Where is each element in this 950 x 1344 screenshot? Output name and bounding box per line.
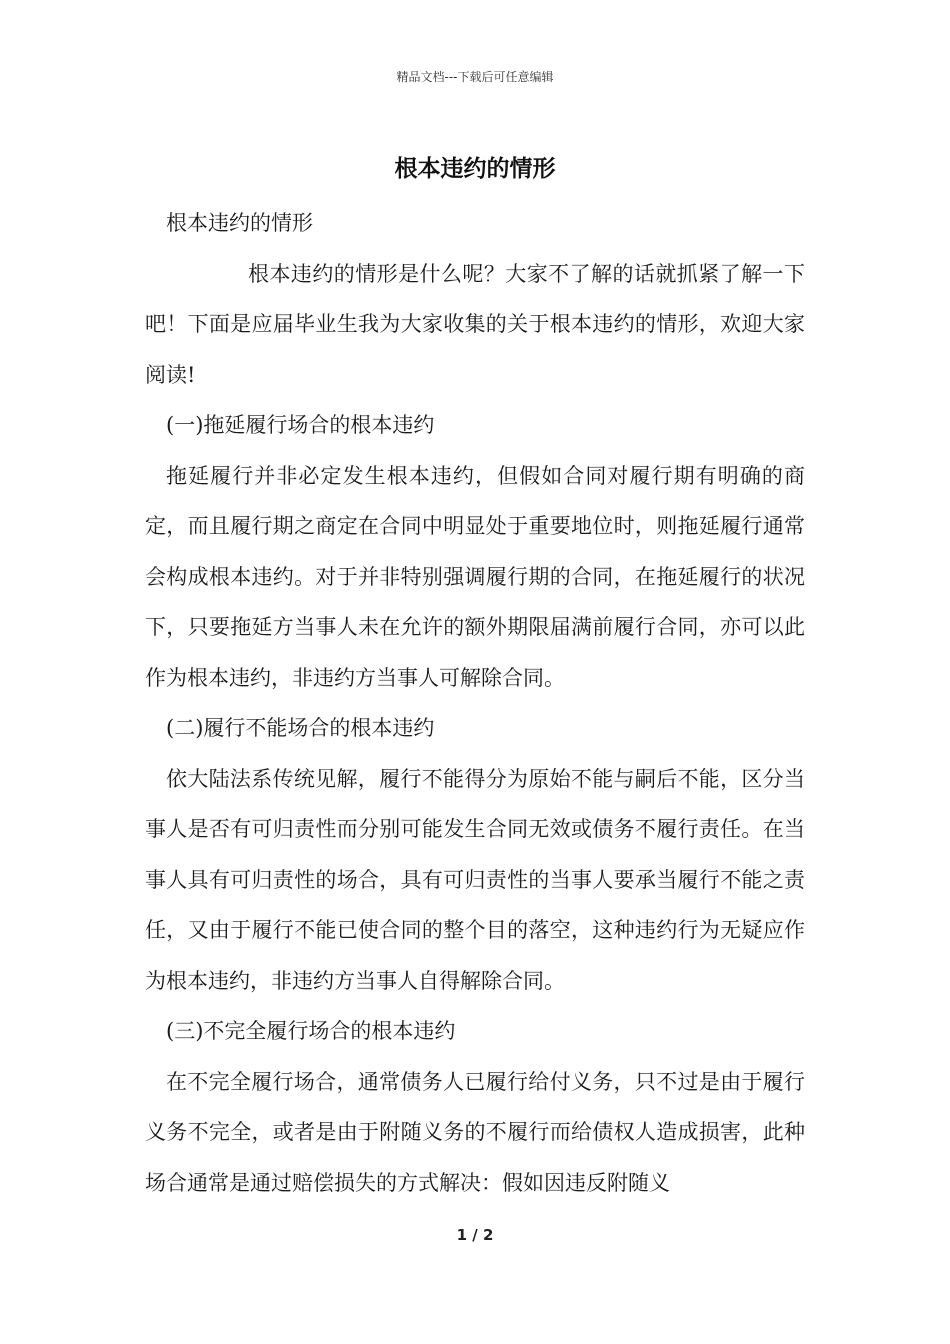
section-paragraph: 依大陆法系传统见解，履行不能得分为原始不能与嗣后不能，区分当事人是否有可归责性而分别可能发生合同无效或债务不履行责任。在当事人具有可归责性的场合，具有可归责性的当事人要承当履行不能之责任，又由于履行不能已使合同的整个目的落空，这种违约行为无疑应作为根本违约，非违约方当事人自得解除合同。 [145,766,805,993]
document-subtitle: 根本违约的情形 [166,211,313,235]
section-heading: (二)履行不能场合的根本违约 [166,716,435,740]
intro-paragraph: 根本违约的情形是什么呢？大家不了解的话就抓紧了解一下吧！下面是应届毕业生我为大家收集的关于根本违约的情形，欢迎大家阅读! [145,261,805,387]
section-heading: (三)不完全履行场合的根本违约 [166,1019,456,1043]
section-paragraph: 在不完全履行场合，通常债务人已履行给付义务，只不过是由于履行义务不完全，或者是由于附随义务的不履行而给债权人造成损害，此种场合通常是通过赔偿损失的方式解决：假如因违反附随义 [145,1069,805,1195]
document-title: 根本违约的情形 [394,155,556,182]
document-body [145,198,805,1208]
section-heading: (一)拖延履行场合的根本违约 [166,413,435,437]
section-paragraph: 拖延履行并非必定发生根本违约，但假如合同对履行期有明确的商定，而且履行期之商定在合同中明显处于重要地位时，则拖延履行通常会构成根本违约。对于并非特别强调履行期的合同，在拖延履行的状况下，只要拖延方当事人未在允许的额外期限届满前履行合同，亦可以此作为根本违约，非违约方当事人可解除合同。 [145,463,805,690]
page-header: 精品文档---下载后可任意编辑 [396,70,554,84]
page-number: 1 / 2 [456,1226,494,1244]
